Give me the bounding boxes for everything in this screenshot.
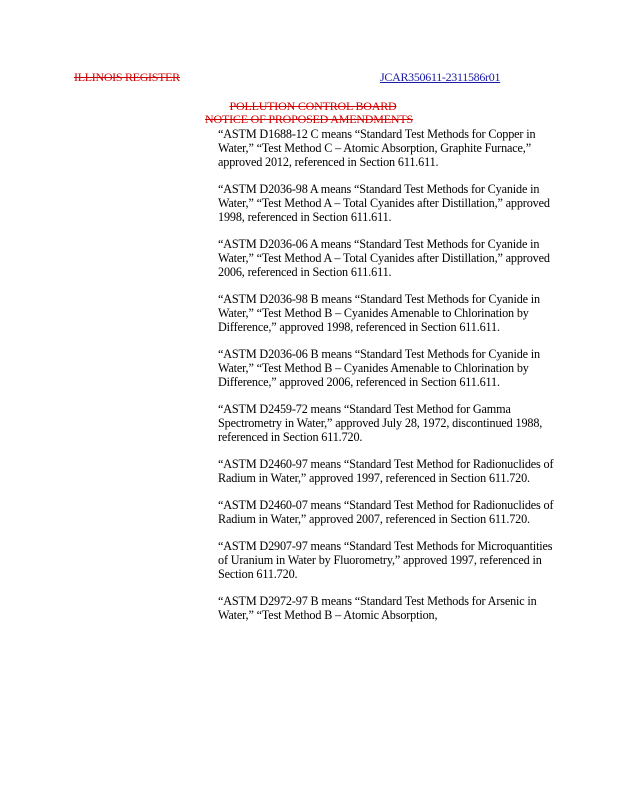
definition-entry: “ASTM D2036-98 B means “Standard Test Methods for Cyanide in Water,” “Test Method B – Cyanides Amenable to Chlorination by Difference,” approved 1998, referenced in Section 611.611. (218, 292, 540, 334)
definition-entry: “ASTM D2460-97 means “Standard Test Method for Radionuclides of Radium in Water,” approved 1997, referenced in Section 611.720. (218, 457, 554, 485)
document-id[interactable]: JCAR350611-2311586r01 (380, 70, 501, 84)
definition-entry: “ASTM D2907-97 means “Standard Test Methods for Microquantities of Uranium in Water by Fluorometry,” approved 1997, referenced in Section 611.720. (218, 539, 553, 581)
definition-entry: “ASTM D1688-12 C means “Standard Test Methods for Copper in Water,” “Test Method C – Atomic Absorption, Graphite Furnace,” approved 2012, referenced in Section 611.611. (218, 127, 536, 169)
notice-title: NOTICE OF PROPOSED AMENDMENTS (205, 112, 413, 126)
definition-entry: “ASTM D2036-06 B means “Standard Test Methods for Cyanide in Water,” “Test Method B – Cyanides Amenable to Chlorination by Difference,” approved 2006, referenced in Section 611.611. (218, 347, 540, 389)
definition-entry: “ASTM D2036-98 A means “Standard Test Methods for Cyanide in Water,” “Test Method A – Total Cyanides after Distillation,” approved 1998, referenced in Section 611.611. (218, 182, 550, 224)
definition-entry: “ASTM D2036-06 A means “Standard Test Methods for Cyanide in Water,” “Test Method A – Total Cyanides after Distillation,” approved 2006, referenced in Section 611.611. (218, 237, 550, 279)
register-title: ILLINOIS REGISTER (74, 70, 180, 84)
agency-heading (0, 100, 618, 126)
definition-entry: “ASTM D2459-72 means “Standard Test Method for Gamma Spectrometry in Water,” approved July 28, 1972, discontinued 1988, referenced in Section 611.720. (218, 402, 543, 444)
definition-entry: “ASTM D2972-97 B means “Standard Test Methods for Arsenic in Water,” “Test Method B – Atomic Absorption, (218, 594, 537, 622)
definition-entry: “ASTM D2460-07 means “Standard Test Method for Radionuclides of Radium in Water,” approved 2007, referenced in Section 611.720. (218, 498, 554, 526)
definitions-list (218, 127, 563, 635)
agency-name: POLLUTION CONTROL BOARD (229, 99, 397, 113)
